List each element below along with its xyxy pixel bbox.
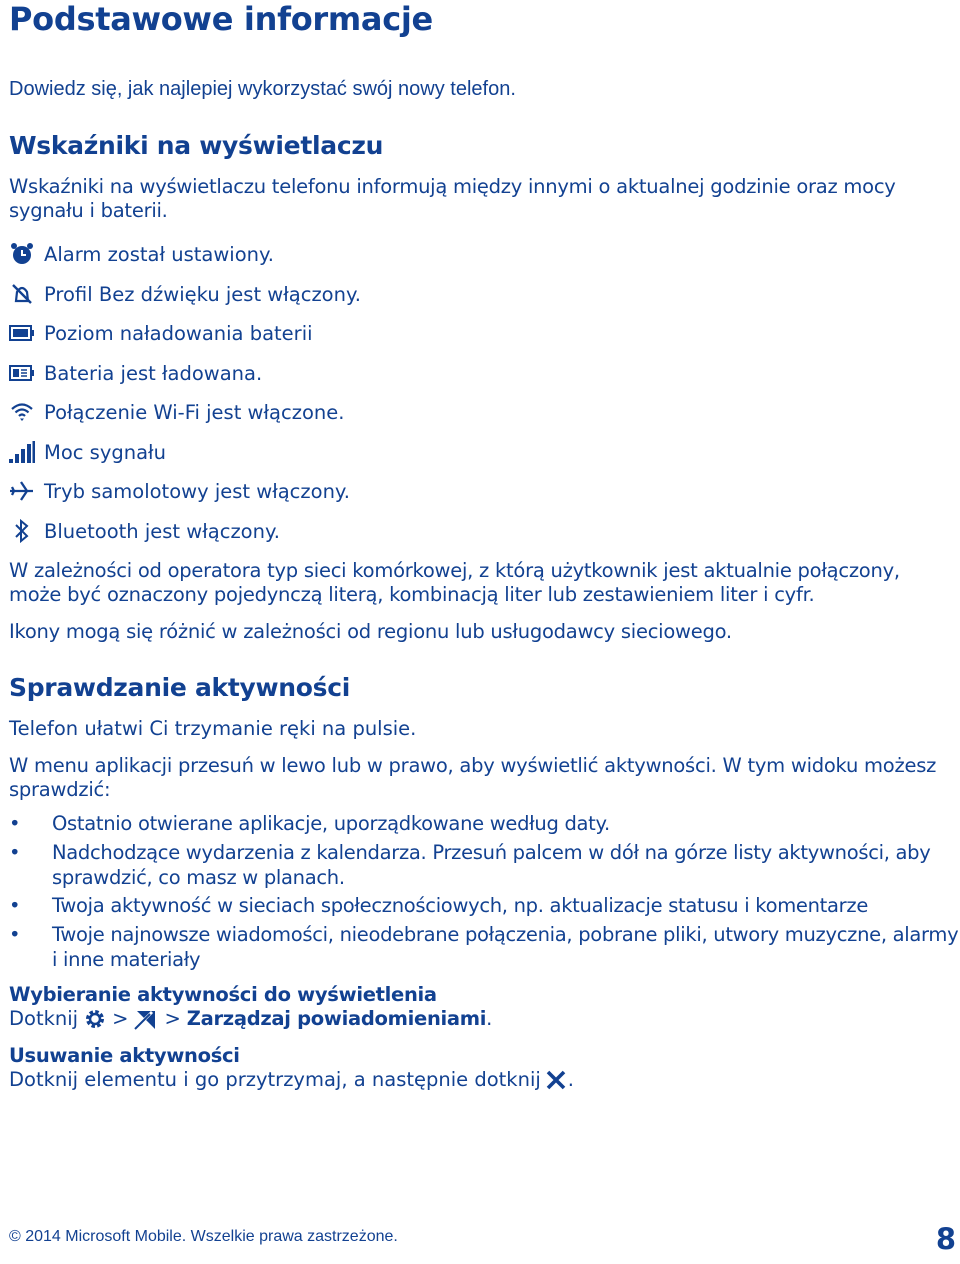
list-item-text: Twoja aktywność w sieciach społecznościowych, np. aktualizacje statusu i komentarze [52,894,869,917]
indicator-item-airplane [9,476,350,506]
indicators-description: Wskaźniki na wyświetlaczu telefonu informują między innymi o aktualnej godzinie oraz mocy sygnału i baterii. [9,175,896,222]
indicator-label: Połączenie Wi-Fi jest włączone. [44,400,345,424]
region-note: Ikony mogą się różnić w zależności od regionu lub usługodawcy sieciowego. [9,620,732,643]
separator: > [112,1007,129,1030]
bullet-dot: • [9,812,21,835]
indicator-item-charging [9,358,262,388]
gear-icon [84,1008,106,1030]
list-item [9,923,959,972]
indicator-item-wifi [9,397,344,427]
bullet-dot: • [9,894,21,917]
battery-charging-icon [9,361,35,385]
bluetooth-icon [9,519,35,543]
instruction-text: Dotknij elementu i go przytrzymaj, a następnie dotknij [9,1068,541,1091]
indicator-label: Moc sygnału [44,440,166,464]
section-heading-activity: Sprawdzanie aktywności [9,673,351,702]
list-item [9,812,959,837]
subheading-remove-activity: Usuwanie aktywności [9,1044,240,1067]
list-item-text: Ostatnio otwierane aplikacje, uporządkowane według daty. [52,812,610,835]
indicator-item-bluetooth [9,516,280,546]
list-item [9,841,959,890]
expand-arrow-icon [134,1008,158,1030]
notifications-setting-name: Zarządzaj powiadomieniami [186,1007,487,1030]
indicator-item-signal [9,437,166,467]
indicator-label: Bateria jest ładowana. [44,361,263,385]
instruction-prefix: Dotknij [9,1007,79,1030]
subheading-choose-activity: Wybieranie aktywności do wyświetlenia [9,983,437,1006]
silent-profile-icon [9,282,35,306]
choose-activity-instruction [9,1007,492,1030]
list-item-text: Twoje najnowsze wiadomości, nieodebrane połączenia, pobrane pliki, utwory muzyczne, alarmy i inne materiały [52,923,959,971]
bullet-dot: • [9,923,21,946]
indicator-label: Profil Bez dźwięku jest włączony. [44,282,361,306]
indicator-item-battery [9,318,313,348]
instruction-suffix: . [567,1068,574,1091]
bullet-dot: • [9,841,21,864]
close-icon [545,1069,567,1091]
list-item [9,894,959,919]
indicator-label: Tryb samolotowy jest włączony. [44,479,350,503]
indicator-item-silent [9,279,361,309]
network-note: W zależności od operatora typ sieci komórkowej, z którą użytkownik jest aktualnie połączony, może być oznaczony pojedynczą literą, kombinacją liter lub zestawieniem liter i cyfr. [9,559,900,606]
indicator-label: Bluetooth jest włączony. [44,519,280,543]
battery-level-icon [9,321,35,345]
indicator-item-alarm [9,239,274,269]
airplane-mode-icon [9,479,35,503]
page-number: 8 [935,1222,956,1256]
wifi-icon [9,400,35,424]
list-item-text: Nadchodzące wydarzenia z kalendarza. Przesuń palcem w dół na górze listy aktywności, aby sprawdzić, co masz w planach. [52,841,931,889]
section-heading-indicators: Wskaźniki na wyświetlaczu [9,131,384,160]
activity-description: W menu aplikacji przesuń w lewo lub w prawo, aby wyświetlić aktywności. W tym widoku możesz sprawdzić: [9,754,937,801]
signal-strength-icon [9,440,35,464]
instruction-suffix: . [486,1007,493,1030]
indicator-label: Alarm został ustawiony. [44,242,274,266]
remove-activity-instruction [9,1068,574,1091]
footer-copyright: © 2014 Microsoft Mobile. Wszelkie prawa zastrzeżone. [9,1228,398,1245]
separator: > [164,1007,181,1030]
indicator-label: Poziom naładowania baterii [44,321,313,345]
alarm-clock-icon [9,242,35,266]
page-intro: Dowiedz się, jak najlepiej wykorzystać swój nowy telefon. [9,78,516,100]
activity-lead: Telefon ułatwi Ci trzymanie ręki na pulsie. [9,717,417,740]
page-title: Podstawowe informacje [9,0,433,38]
